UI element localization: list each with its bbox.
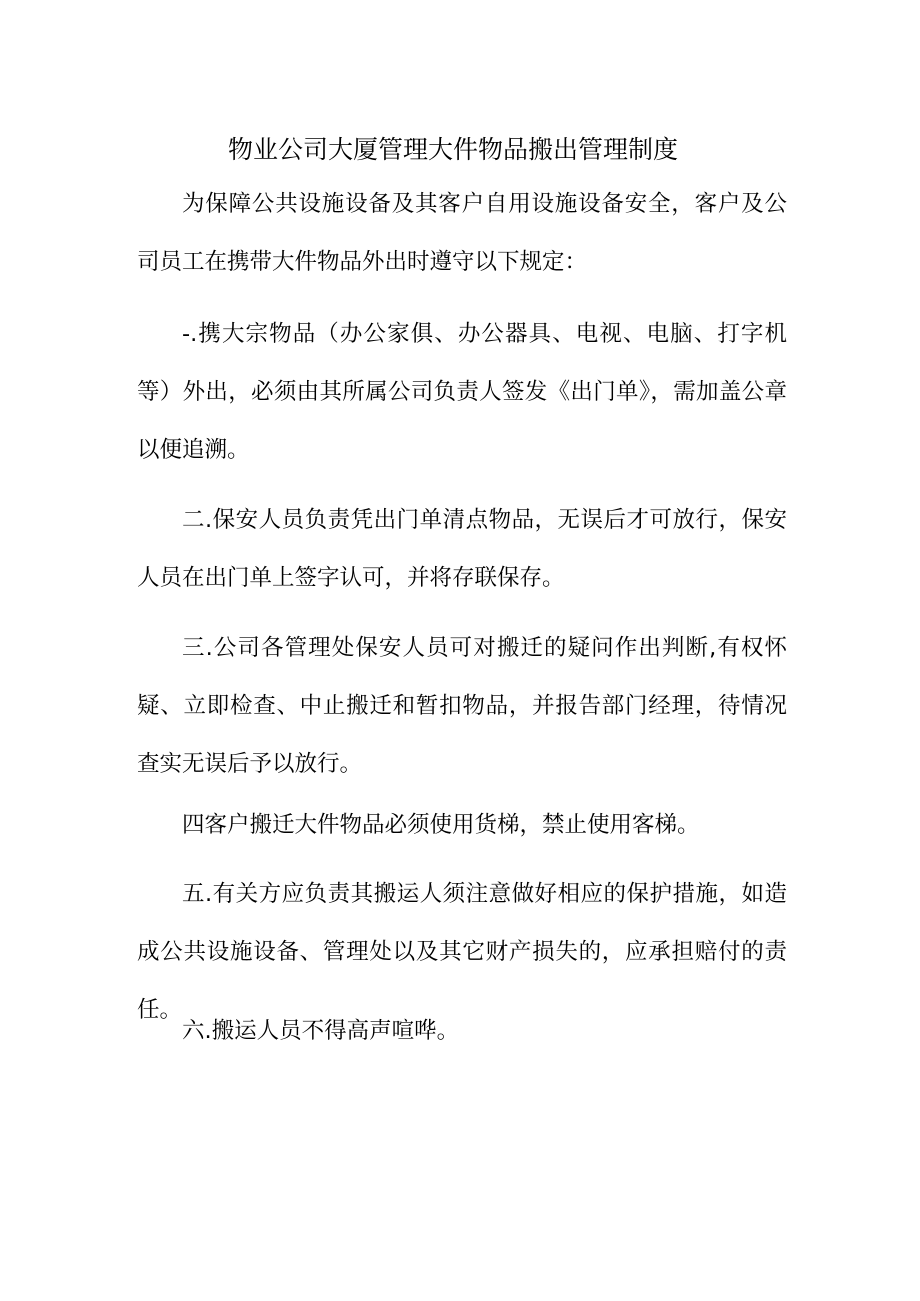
rule-6-paragraph: 六.搬运人员不得高声喧哗。	[182, 1018, 460, 1044]
rule-4-paragraph: 四客户搬迁大件物品必须使用货梯，禁止使用客梯。	[182, 812, 700, 838]
intro-paragraph: 为保障公共设施设备及其客户自用设施设备安全，客户及公司员工在携带大件物品外出时遵守以下规定：	[137, 191, 787, 275]
rule-3-paragraph: 三.公司各管理处保安人员可对搬迁的疑问作出判断,有权怀疑、立即检查、中止搬迁和暂扣物品，并报告部门经理，待情况查实无误后予以放行。	[137, 635, 787, 777]
rule-1-paragraph: -.携大宗物品（办公家俱、办公器具、电视、电脑、打字机等）外出，必须由其所属公司负责人签发《出门单》，需加盖公章以便追溯。	[137, 321, 787, 463]
rule-5-paragraph: 五.有关方应负责其搬运人须注意做好相应的保护措施，如造成公共设施设备、管理处以及其它财产损失的，应承担赔付的责任。	[137, 881, 787, 1023]
document-title: 物业公司大厦管理大件物品搬出管理制度	[227, 135, 678, 164]
rule-2-paragraph: 二.保安人员负责凭出门单清点物品，无误后才可放行，保安人员在出门单上签字认可，并将存联保存。	[137, 507, 787, 591]
